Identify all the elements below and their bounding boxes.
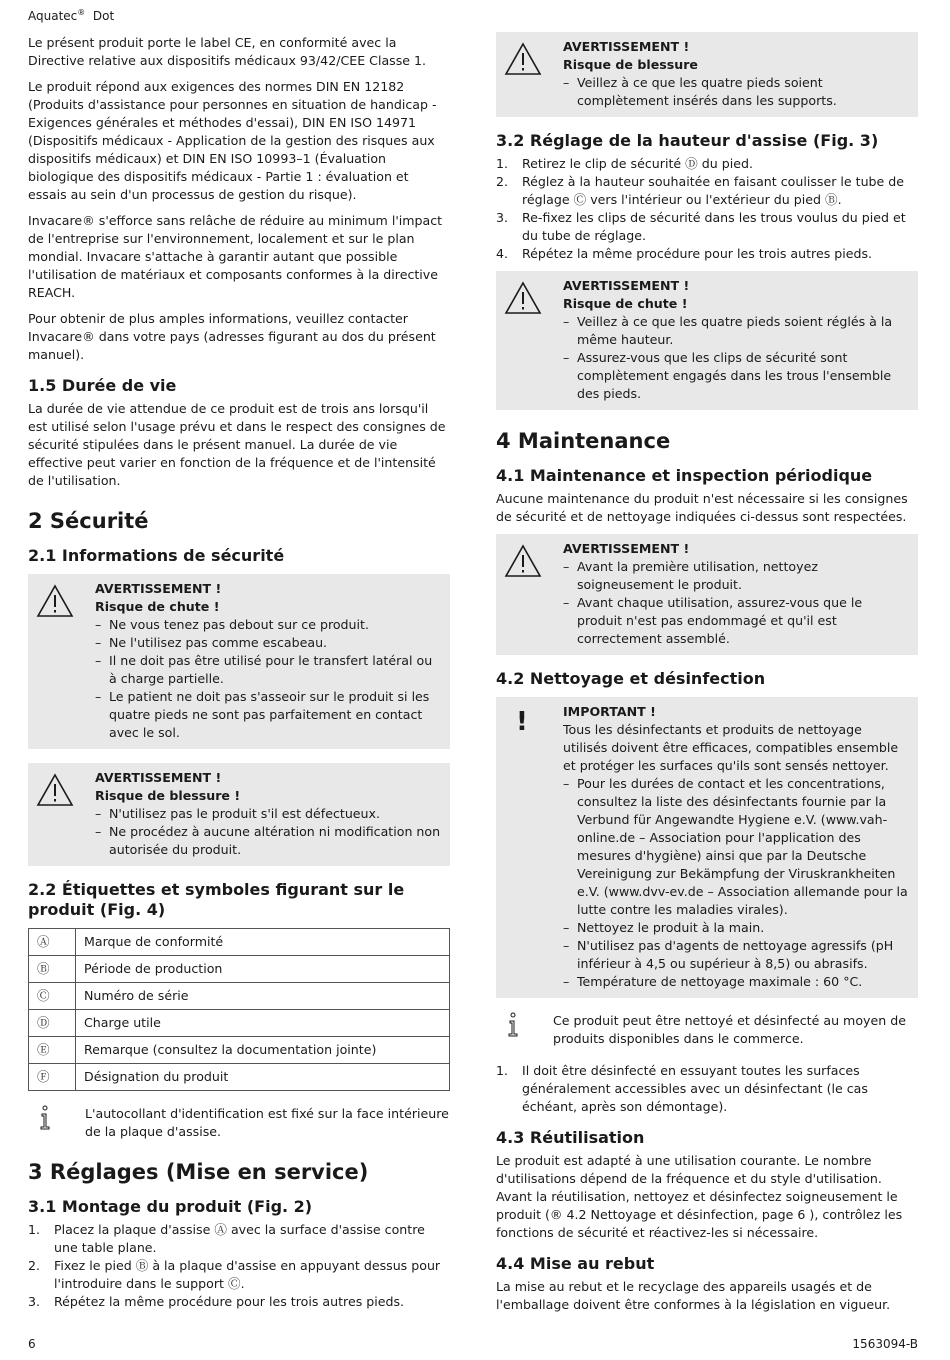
ce-paragraph: Le présent produit porte le label CE, en conformité avec la Directive relative aux dispositifs médicaux 93/42/CEE Classe 1.: [28, 35, 427, 68]
table-row: [29, 1037, 450, 1064]
symbol-key: Ⓓ: [29, 1010, 76, 1037]
table-row: [29, 956, 450, 983]
registered-mark: ®: [77, 8, 86, 17]
heading-3-2: 3.2 Réglage de la hauteur d'assise (Fig. 3): [496, 131, 879, 150]
list-item: – Avant chaque utilisation, assurez-vous que le produit n'est pas endommagé et qu'il est correctement assemblé.: [563, 594, 910, 648]
warning-box-fall-2: [496, 271, 918, 410]
contact-paragraph: Pour obtenir de plus amples informations, veuillez contacter Invacare® dans votre pays (adresses figurant au dos du présent manuel).: [28, 311, 436, 362]
list-item: 1. Il doit être désinfecté en essuyant toutes les surfaces généralement accessibles avec un désinfectant (le cas échéant, après son démontage).: [496, 1063, 868, 1114]
brand: Aquatec: [28, 9, 78, 23]
list-item: – Pour les durées de contact et les concentrations, consultez la liste des désinfectants fournie par la Verbund für Angewandte Hygiene e.V. (www.vah-online.de – Association pour l'application des mesures d'hygiène) ainsi que par la Deutsche Vereinigung zur Bekämpfung der Viruskrankheiten e.V. (www.dvv-ev.de – Association allemande pour la lutte contre les maladies virales).: [563, 775, 910, 919]
right-column: [496, 34, 918, 1322]
heading-4-4: 4.4 Mise au rebut: [496, 1254, 655, 1273]
symbol-desc: Charge utile: [76, 1010, 450, 1037]
standards-paragraph: Le produit répond aux exigences des normes DIN EN 12182 (Produits d'assistance pour personnes en situation de handicap - Exigences générales et méthodes d'essai), DIN EN ISO 14971 (Dispositifs médicaux - Application de la gestion des risques aux dispositifs médicaux) et DIN EN ISO 10993–1 (Évaluation biologique des dispositifs médicaux - Partie 1 : évaluation et essais au sein d'un processus de gestion du risque).: [28, 79, 437, 202]
list-item: – Nettoyez le produit à la main.: [563, 919, 910, 937]
info-note: [28, 1105, 450, 1141]
disposal-paragraph: La mise au rebut et le recyclage des appareils usagés et de l'emballage doivent être conformes à la législation en vigueur.: [496, 1279, 891, 1312]
warning-box-injury: [28, 763, 450, 866]
list-item: – N'utilisez pas le produit s'il est défectueux.: [95, 805, 442, 823]
list-item: – Veillez à ce que les quatre pieds soient réglés à la même hauteur.: [563, 313, 910, 349]
list-item: 4. Répétez la même procédure pour les trois autres pieds.: [496, 246, 873, 261]
list-item: – Veillez à ce que les quatre pieds soient complètement insérés dans les supports.: [563, 74, 910, 110]
warning-title: AVERTISSEMENT !: [563, 278, 690, 293]
heading-3: 3 Réglages (Mise en service): [28, 1160, 369, 1184]
list-item: 2. Fixez le pied Ⓑ à la plaque d'assise en appuyant dessus pour l'introduire dans le support Ⓒ.: [28, 1258, 441, 1291]
warning-box-injury-2: [496, 32, 918, 117]
info-icon: [506, 1012, 520, 1038]
symbol-key: Ⓕ: [29, 1064, 76, 1091]
heading-2-2: 2.2 Étiquettes et symboles figurant sur le produit (Fig. 4): [28, 880, 405, 919]
symbol-key: Ⓔ: [29, 1037, 76, 1064]
steps-list: [496, 1062, 918, 1116]
list-item: 2. Réglez à la hauteur souhaitée en faisant coulisser le tube de réglage Ⓒ vers l'intérieur ou l'extérieur du pied Ⓑ.: [496, 174, 905, 207]
model: Dot: [92, 9, 115, 23]
heading-4-3: 4.3 Réutilisation: [496, 1128, 645, 1147]
heading-4-1: 4.1 Maintenance et inspection périodique: [496, 466, 873, 485]
important-title: IMPORTANT !: [563, 704, 656, 719]
running-header: [28, 4, 114, 25]
list-item: – Ne l'utilisez pas comme escabeau.: [95, 634, 442, 652]
table-row: [29, 1064, 450, 1091]
warning-triangle-icon: [36, 773, 74, 807]
heading-3-1: 3.1 Montage du produit (Fig. 2): [28, 1197, 313, 1216]
symbol-desc: Remarque (consultez la documentation jointe): [76, 1037, 450, 1064]
list-item: – Ne vous tenez pas debout sur ce produit.: [95, 616, 442, 634]
list-item: – Ne procédez à aucune altération ni modification non autorisée du produit.: [95, 823, 442, 859]
list-item: 1. Placez la plaque d'assise Ⓐ avec la surface d'assise contre une table plane.: [28, 1222, 425, 1255]
heading-4-2: 4.2 Nettoyage et désinfection: [496, 669, 766, 688]
list-item: – Le patient ne doit pas s'asseoir sur le produit si les quatre pieds ne sont pas parfaitement en contact avec le sol.: [95, 688, 442, 742]
warning-title: AVERTISSEMENT !: [563, 541, 690, 556]
important-text: Tous les désinfectants et produits de nettoyage utilisés doivent être efficaces, compatibles ensemble et protéger les surfaces qu'ils sont sensés nettoyer.: [563, 722, 899, 773]
info-note-text: L'autocollant d'identification est fixé sur la face intérieure de la plaque d'assise.: [85, 1106, 449, 1139]
symbol-key: Ⓐ: [29, 929, 76, 956]
heading-2: 2 Sécurité: [28, 509, 149, 533]
list-item: 3. Re-fixez les clips de sécurité dans les trous voulus du pied et du tube de réglage.: [496, 210, 906, 243]
info-note-text: Ce produit peut être nettoyé et désinfecté au moyen de produits disponibles dans le commerce.: [553, 1013, 906, 1046]
warning-triangle-icon: [504, 544, 542, 578]
list-item: 3. Répétez la même procédure pour les trois autres pieds.: [28, 1294, 405, 1309]
page-number: 6: [28, 1337, 36, 1351]
important-box: [496, 697, 918, 998]
heading-2-1: 2.1 Informations de sécurité: [28, 546, 285, 565]
list-item: 1. Retirez le clip de sécurité Ⓓ du pied.: [496, 156, 753, 171]
maintenance-paragraph: Aucune maintenance du produit n'est nécessaire si les consignes de sécurité et de nettoyage indiquées ci-dessus sont respectées.: [496, 491, 908, 524]
list-item: – Avant la première utilisation, nettoyez soigneusement le produit.: [563, 558, 910, 594]
info-note: [496, 1012, 918, 1048]
steps-list: [496, 155, 918, 263]
warning-box-maintenance: [496, 534, 918, 655]
symbol-key: Ⓒ: [29, 983, 76, 1010]
info-icon: [38, 1105, 52, 1131]
warning-subtitle: Risque de chute !: [563, 296, 688, 311]
environment-paragraph: Invacare® s'efforce sans relâche de réduire au minimum l'impact de l'entreprise sur l'environnement, localement et sur le plan mondial. Invacare s'attache à garantir autant que possible l'utilisation de matériaux et composants conformes à la directive REACH.: [28, 213, 443, 300]
list-item: – Assurez-vous que les clips de sécurité sont complètement engagés dans les trous l'ensemble des pieds.: [563, 349, 910, 403]
warning-subtitle: Risque de chute !: [95, 599, 220, 614]
table-row: [29, 1010, 450, 1037]
warning-title: AVERTISSEMENT !: [563, 39, 690, 54]
warning-title: AVERTISSEMENT !: [95, 581, 222, 596]
list-item: – Température de nettoyage maximale : 60 °C.: [563, 973, 910, 991]
left-column: [28, 34, 450, 1319]
steps-list: [28, 1221, 450, 1311]
warning-triangle-icon: [36, 584, 74, 618]
warning-box-fall: [28, 574, 450, 749]
warning-subtitle: Risque de blessure !: [95, 788, 241, 803]
symbol-desc: Marque de conformité: [76, 929, 450, 956]
list-item: – N'utilisez pas d'agents de nettoyage agressifs (pH inférieur à 4,5 ou supérieur à 8,5) ou abrasifs.: [563, 937, 910, 973]
symbol-key: Ⓑ: [29, 956, 76, 983]
lifetime-paragraph: La durée de vie attendue de ce produit est de trois ans lorsqu'il est utilisé selon l'usage prévu et dans le respect des consignes de sécurité stipulées dans le présent manuel. La durée de vie effective peut varier en fonction de la fréquence et de l'intensité de l'utilisation.: [28, 401, 446, 488]
symbol-desc: Période de production: [76, 956, 450, 983]
heading-4: 4 Maintenance: [496, 429, 671, 453]
warning-triangle-icon: [504, 42, 542, 76]
exclamation-icon: !: [516, 707, 528, 737]
symbol-desc: Désignation du produit: [76, 1064, 450, 1091]
symbols-table: [28, 928, 450, 1091]
table-row: [29, 929, 450, 956]
list-item: – Il ne doit pas être utilisé pour le transfert latéral ou à charge partielle.: [95, 652, 442, 688]
warning-subtitle: Risque de blessure: [563, 57, 698, 72]
reuse-paragraph: Le produit est adapté à une utilisation courante. Le nombre d'utilisations dépend de la fréquence et du style d'utilisation. Avant la réutilisation, nettoyez et désinfectez soigneusement le produit (® 4.2 Nettoyage et désinfection, page 6 ), contrôlez les fonctions de sécurité et réactivez-les si nécessaire.: [496, 1153, 903, 1240]
warning-triangle-icon: [504, 281, 542, 315]
table-row: [29, 983, 450, 1010]
symbol-desc: Numéro de série: [76, 983, 450, 1010]
warning-title: AVERTISSEMENT !: [95, 770, 222, 785]
document-number: 1563094-B: [852, 1337, 918, 1351]
heading-1-5: 1.5 Durée de vie: [28, 376, 177, 395]
